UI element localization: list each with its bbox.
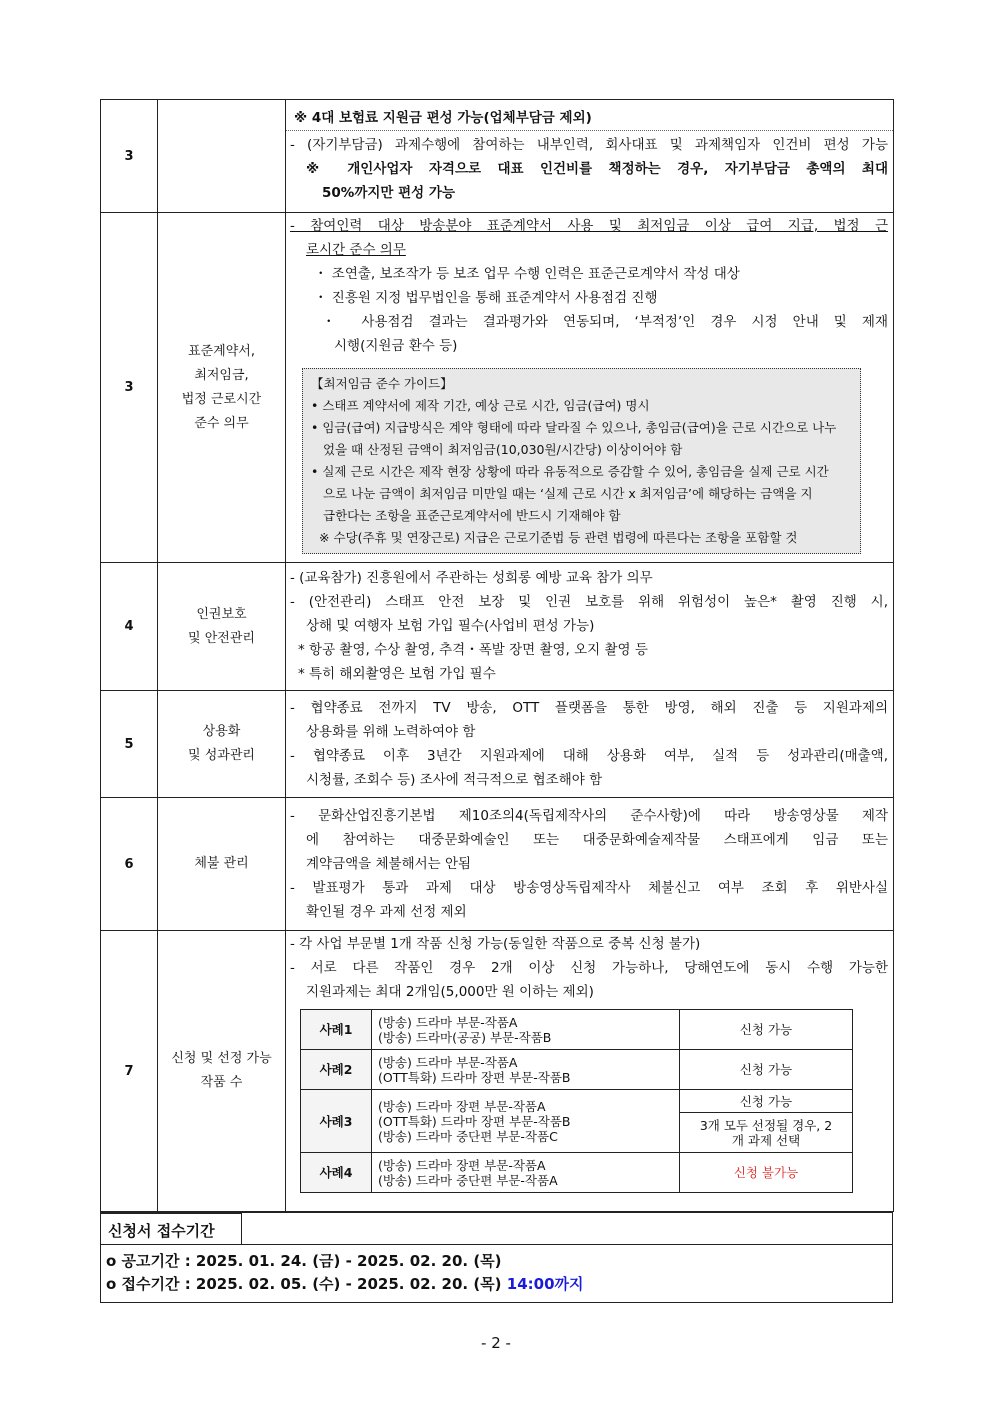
content-line: 로시간 준수 의무 xyxy=(306,242,406,258)
content-line: 시청률, 조회수 등) 조사에 적극적으로 협조해야 함 xyxy=(306,771,603,788)
content-line: 시행(지원금 환수 등) xyxy=(334,338,458,354)
content-line: * 특히 해외촬영은 보험 가입 필수 xyxy=(298,666,496,682)
case-row xyxy=(301,1050,853,1090)
content-line: - (자기부담금) 과제수행에 참여하는 내부인력, 회사대표 및 과제책임자 인건비 편성 가능 xyxy=(290,136,888,153)
content-line: - 발표평가 통과 과제 대상 방송영상독립제작사 체불신고 여부 조회 후 위반사실 xyxy=(290,879,888,896)
table-row xyxy=(101,798,894,931)
case-work: (방송) 드라마 부문-작품A xyxy=(378,1014,518,1030)
case-result: 신청 불가능 xyxy=(680,1153,853,1193)
content-line: * 항공 촬영, 수상 촬영, 추격・폭발 장면 촬영, 오지 촬영 등 xyxy=(298,642,648,658)
case-works xyxy=(372,1010,680,1050)
case-result: 신청 가능 xyxy=(680,1050,853,1090)
content-line: - 협약종료 전까지 TV 방송, OTT 플랫폼을 통한 방영, 해외 진출 등 지원과제의 xyxy=(290,699,888,716)
reception-period-body xyxy=(106,1250,584,1296)
row-content xyxy=(286,691,894,798)
table-row xyxy=(101,691,894,798)
content-line: - (교육참가) 진흥원에서 주관하는 성희롱 예방 교육 참가 의무 xyxy=(290,570,653,586)
content-line: - 문화산업진흥기본법 제10조의4(독립제작사의 준수사항)에 따라 방송영상물 제작 xyxy=(290,807,888,824)
case-label: 사례2 xyxy=(301,1050,372,1090)
case-row xyxy=(301,1153,853,1193)
receive-period: o 접수기간 : 2025. 02. 05. (수) - 2025. 02. 20. (목) xyxy=(106,1275,502,1293)
receive-period-line xyxy=(106,1273,584,1296)
content-line: 확인될 경우 과제 선정 제외 xyxy=(306,903,467,920)
title-line: 체불 관리 xyxy=(194,856,249,871)
content-line: 지원과제는 최대 2개임(5,000만 원 이하는 제외) xyxy=(306,984,594,1000)
case-row xyxy=(301,1010,853,1050)
requirements-table-wrapper xyxy=(100,99,893,1212)
receive-deadline-time: 14:00까지 xyxy=(506,1275,584,1293)
title-line: 신청 및 선정 가능 xyxy=(171,1051,272,1066)
guide-item: 급한다는 조항을 표준근로계약서에 반드시 기재해야 함 xyxy=(323,508,621,523)
insurance-note: ※ 4대 보험료 지원금 편성 가능(업체부담금 제외) xyxy=(286,106,893,131)
page-number: - 2 - xyxy=(481,1334,511,1352)
case-label: 사례1 xyxy=(301,1010,372,1050)
row-number: 4 xyxy=(101,563,158,691)
title-line: 최저임금, xyxy=(194,367,249,383)
content-line: - (안전관리) 스태프 안전 보장 및 인권 보호를 위해 위험성이 높은* 촬영 진행 시, xyxy=(290,594,888,610)
application-cases-table xyxy=(300,1009,853,1193)
case-work: (방송) 드라마 장편 부문-작품A xyxy=(378,1157,546,1173)
row-number: 3 xyxy=(101,100,158,213)
case-result-note: 3개 모두 선정될 경우, 2개 과제 선택 xyxy=(680,1113,853,1153)
content-line: ・ 진흥원 지정 법무법인을 통해 표준계약서 사용점검 진행 xyxy=(314,290,658,306)
title-line: 법정 근로시간 xyxy=(181,391,262,407)
case-label: 사례4 xyxy=(301,1153,372,1193)
row-title xyxy=(158,213,286,563)
requirements-table xyxy=(100,99,894,1212)
row-content xyxy=(286,100,894,213)
content-line: 상용화를 위해 노력하여야 함 xyxy=(306,723,476,740)
content-line: - 서로 다른 작품인 경우 2개 이상 신청 가능하나, 당해연도에 동시 수행 가능한 xyxy=(290,960,888,976)
title-line: 및 안전관리 xyxy=(188,630,255,646)
content-line: 계약금액을 체불해서는 안됨 xyxy=(306,855,472,872)
content-line: - 각 사업 부문별 1개 작품 신청 가능(동일한 작품으로 중복 신청 불가) xyxy=(290,936,701,952)
content-line: - 참여인력 대상 방송분야 표준계약서 사용 및 최저임금 이상 급여 지급, 법정 근 xyxy=(290,218,888,234)
content-line: ※ 개인사업자 자격으로 대표 인건비를 책정하는 경우, 자기부담금 총액의 최대 xyxy=(306,160,888,177)
case-works xyxy=(372,1153,680,1193)
row-content xyxy=(286,798,894,931)
case-work: (OTT특화) 드라마 장편 부문-작품B xyxy=(378,1113,571,1129)
content-line: 상해 및 여행자 보험 가입 필수(사업비 편성 가능) xyxy=(306,618,595,634)
row-content xyxy=(286,563,894,691)
case-result: 신청 가능 xyxy=(680,1090,853,1113)
content-line: ・ 사용점검 결과는 결과평가와 연동되며, ‘부적정’인 경우 시정 안내 및 제재 xyxy=(322,314,888,330)
reception-divider xyxy=(100,1244,893,1245)
case-label: 사례3 xyxy=(301,1090,372,1153)
title-line: 표준계약서, xyxy=(188,343,255,359)
row-content xyxy=(286,213,894,563)
title-line: 상용화 xyxy=(202,724,241,739)
content-line: 에 참여하는 대중문화예술인 또는 대중문화예술제작물 스태프에게 임금 또는 xyxy=(306,831,888,848)
table-row xyxy=(101,100,894,213)
table-row xyxy=(101,931,894,1212)
guide-item: 으로 나눈 금액이 최저임금 미만일 때는 ‘실제 근로 시간 x 최저임금’에 해당하는 금액을 지 xyxy=(323,486,813,501)
case-work: (방송) 드라마(공공) 부문-작품B xyxy=(378,1029,552,1045)
content-line: 50%까지만 편성 가능 xyxy=(322,184,455,201)
notice-period: o 공고기간 : 2025. 01. 24. (금) - 2025. 02. 20. (목) xyxy=(106,1252,502,1270)
row-content xyxy=(286,931,894,1212)
row-number: 5 xyxy=(101,691,158,798)
guide-item: ※ 수당(주휴 및 연장근로) 지급은 근로기준법 등 관련 법령에 따른다는 조항을 포함할 것 xyxy=(319,530,798,545)
guide-item: • 임금(급여) 지급방식은 계약 형태에 따라 달라질 수 있으나, 총임금(급여)을 근로 시간으로 나누 xyxy=(311,420,837,435)
row-number: 7 xyxy=(101,931,158,1212)
case-result: 신청 가능 xyxy=(680,1010,853,1050)
minimum-wage-guide-box xyxy=(302,368,861,554)
row-title xyxy=(158,931,286,1212)
case-work: (방송) 드라마 부문-작품A xyxy=(378,1054,518,1070)
content-line: - 협약종료 이후 3년간 지원과제에 대해 상용화 여부, 실적 등 성과관리(매출액, xyxy=(290,747,888,764)
case-works xyxy=(372,1050,680,1090)
title-line: 인권보호 xyxy=(196,606,247,622)
content-line: ・ 조연출, 보조작가 등 보조 업무 수행 인력은 표준근로계약서 작성 대상 xyxy=(314,266,740,282)
title-line: 및 성과관리 xyxy=(188,748,255,763)
row-title xyxy=(158,100,286,213)
title-line: 작품 수 xyxy=(200,1075,243,1090)
case-works xyxy=(372,1090,680,1153)
row-title xyxy=(158,691,286,798)
table-row xyxy=(101,213,894,563)
guide-title: 【최저임금 준수 가이드】 xyxy=(311,376,453,391)
guide-item: 었을 때 산정된 금액이 최저임금(10,030원/시간당) 이상이어야 함 xyxy=(323,442,683,457)
case-work: (방송) 드라마 장편 부문-작품A xyxy=(378,1098,546,1114)
guide-item: • 실제 근로 시간은 제작 현장 상황에 따라 유동적으로 증감할 수 있어, 총임금을 실제 근로 시간 xyxy=(311,464,829,479)
table-row xyxy=(101,563,894,691)
row-title xyxy=(158,563,286,691)
row-number: 6 xyxy=(101,798,158,931)
case-work: (방송) 드라마 중단편 부문-작품C xyxy=(378,1128,558,1144)
case-work: (OTT특화) 드라마 장편 부문-작품B xyxy=(378,1069,571,1085)
row-number: 3 xyxy=(101,213,158,563)
guide-item: • 스태프 계약서에 제작 기간, 예상 근로 시간, 임금(급여) 명시 xyxy=(311,398,650,413)
title-line: 준수 의무 xyxy=(194,415,249,431)
reception-period-heading: 신청서 접수기간 xyxy=(100,1213,242,1245)
case-row xyxy=(301,1090,853,1113)
row-title xyxy=(158,798,286,931)
case-work: (방송) 드라마 중단편 부문-작품A xyxy=(378,1172,558,1188)
